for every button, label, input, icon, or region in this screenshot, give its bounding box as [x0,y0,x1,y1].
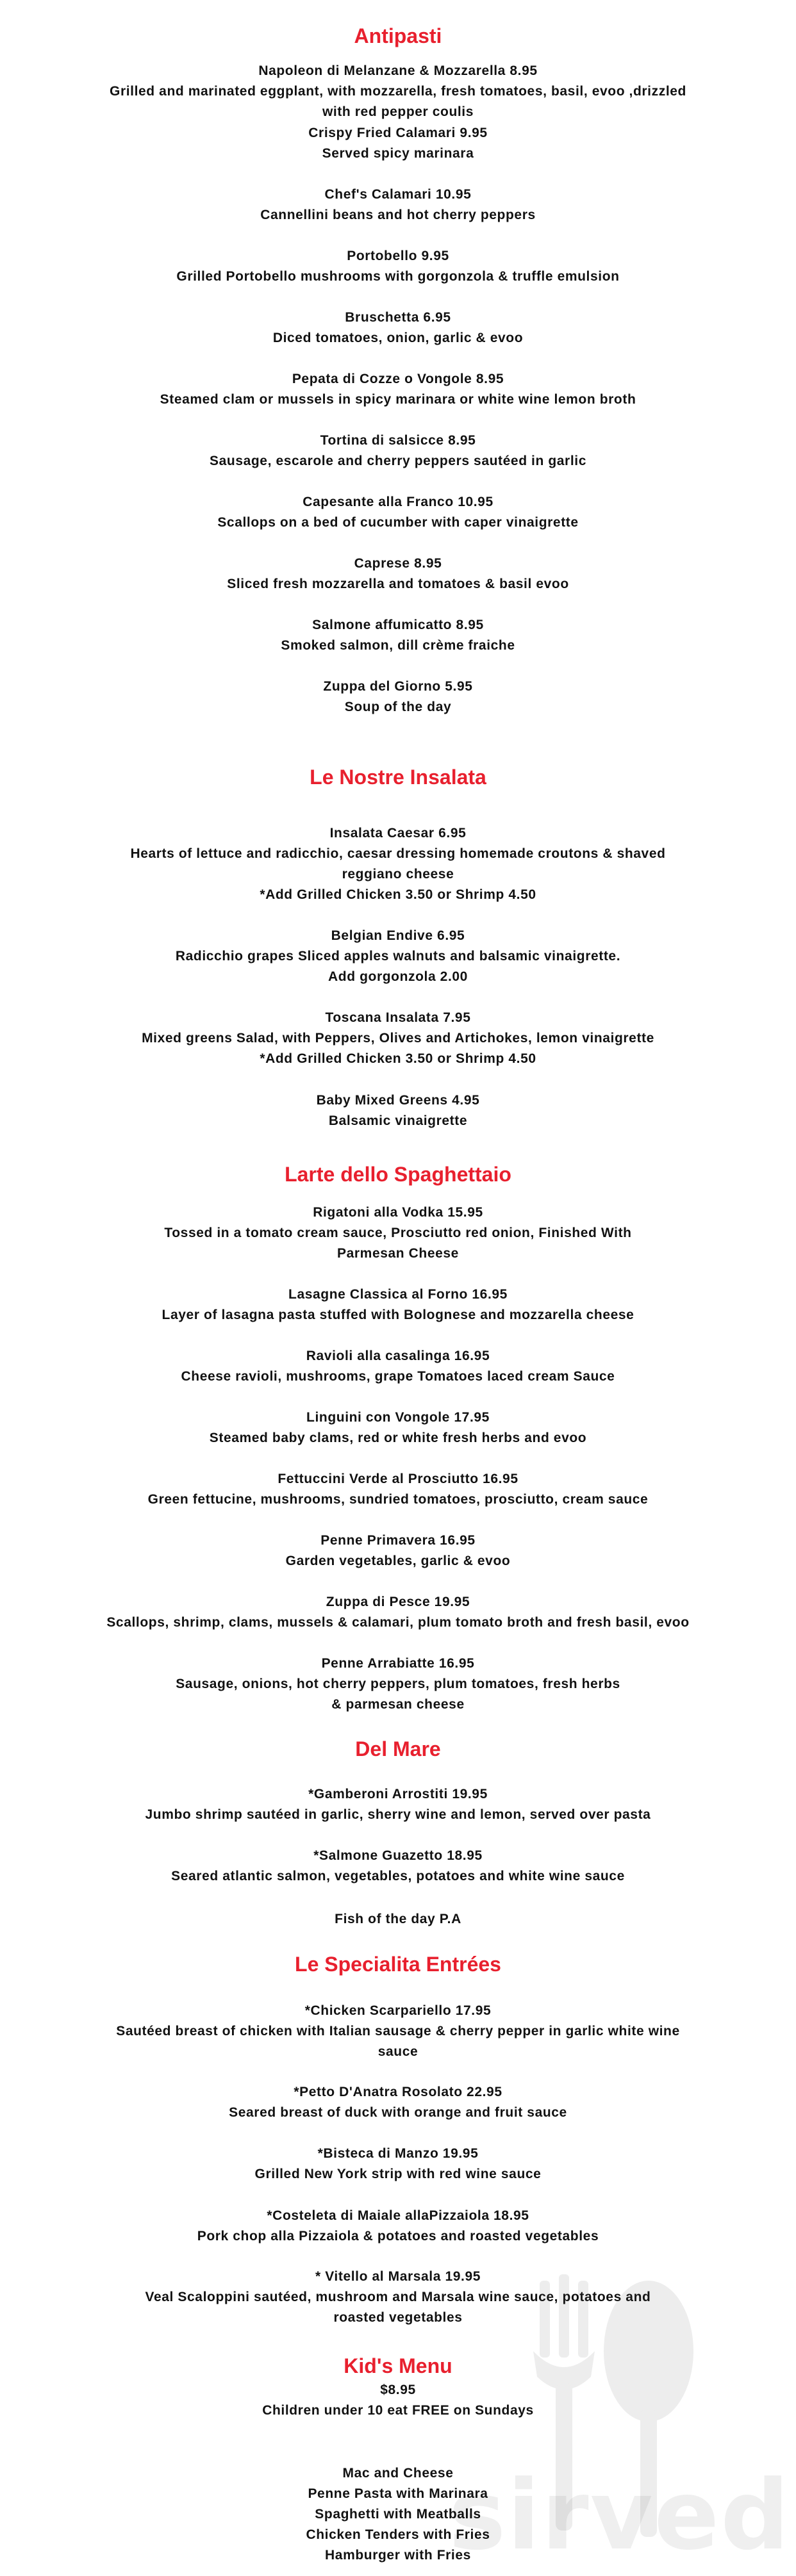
menu-item-name: Mac and Cheese [342,2466,454,2481]
menu-item-description: Add gorgonzola 2.00 [328,969,468,984]
menu-item [77,185,719,226]
menu-item-name: Pepata di Cozze o Vongole 8.95 [292,372,504,386]
menu-item-name: Fettuccini Verde al Prosciutto 16.95 [278,1472,518,1486]
menu-item [77,823,719,905]
menu-item-description: Soup of the day [344,700,452,714]
menu-item-description: Green fettucine, mushrooms, sundried tomatoes, prosciutto, cream sauce [147,1492,649,1507]
menu-item [77,1846,719,1887]
menu-item-name: Belgian Endive 6.95 [331,928,465,943]
menu-item-name: Caprese 8.95 [354,556,442,571]
menu-item-description: Hamburger with Fries [325,2548,471,2563]
menu-item-description: with red pepper coulis [322,104,474,119]
menu-item-name: Toscana Insalata 7.95 [325,1010,471,1025]
menu-item-description: Pork chop alla Pizzaiola & potatoes and roasted vegetables [197,2229,599,2244]
menu-item-description: sauce [377,2044,419,2059]
menu-item-name: Capesante alla Franco 10.95 [303,495,493,509]
menu-item-name: Crispy Fried Calamari 9.95 [308,126,488,140]
section-title: Le Specialita Entrées [295,1953,501,1976]
menu-item-description: Sausage, onions, hot cherry peppers, plum tomatoes, fresh herbs [176,1677,620,1691]
menu-item [77,2144,719,2185]
menu-item-description: Scallops on a bed of cucumber with caper vinaigrette [217,515,579,530]
menu-item [77,1090,719,1131]
menu-item-name: Insalata Caesar 6.95 [329,826,467,841]
menu-item [77,1592,719,1633]
menu-item-description: Penne Pasta with Marinara [308,2486,488,2501]
menu-item [77,1469,719,1510]
menu-item-name: Bruschetta 6.95 [345,310,451,325]
menu-item-name: Zuppa del Giorno 5.95 [323,679,473,694]
menu-item-description: Sausage, escarole and cherry peppers sautéed in garlic [210,454,586,468]
menu-item-description: Sautéed breast of chicken with Italian sausage & cherry pepper in garlic white wine [116,2024,680,2039]
menu-item-description: Chicken Tenders with Fries [306,2527,490,2542]
menu-item [77,677,719,718]
menu-item-name: Portobello 9.95 [347,249,449,263]
menu-item [77,246,719,287]
menu-item-name: Baby Mixed Greens 4.95 [316,1093,480,1108]
menu-item [77,2206,719,2247]
menu-item [77,1909,719,1930]
menu-item [77,2082,719,2123]
menu-item-description: reggiano cheese [342,867,454,882]
menu-item-name: *Petto D'Anatra Rosolato 22.95 [294,2085,502,2099]
menu-item [77,369,719,410]
menu-item [77,926,719,987]
section-title: Antipasti [354,24,442,47]
menu-item-description: Smoked salmon, dill crème fraiche [281,638,515,653]
menu-item-description: *Add Grilled Chicken 3.50 or Shrimp 4.50 [260,1051,536,1066]
menu-item [77,2001,719,2062]
menu-item-name: *Chicken Scarpariello 17.95 [304,2003,492,2018]
section-title: Del Mare [355,1737,441,1760]
menu-item-description: Grilled New York strip with red wine sauce [254,2167,542,2181]
menu-item [77,1008,719,1069]
menu-item [77,615,719,656]
menu-item-name: Napoleon di Melanzane & Mozzarella 8.95 [258,63,538,78]
menu-item-description: Garden vegetables, garlic & evoo [285,1554,511,1568]
menu-item-name: *Gamberoni Arrostiti 19.95 [308,1787,488,1801]
menu-item-description: Tossed in a tomato cream sauce, Prosciutto red onion, Finished With [164,1226,632,1240]
menu-item-description: roasted vegetables [333,2310,463,2325]
menu-item [77,2380,719,2421]
section-title: Le Nostre Insalata [310,766,486,789]
menu-item [77,1202,719,1264]
menu-item-description: Cannellini beans and hot cherry peppers [260,208,536,222]
menu-item-description: Radicchio grapes Sliced apples walnuts and balsamic vinaigrette. [175,949,621,964]
menu-item-description: Veal Scaloppini sautéed, mushroom and Marsala wine sauce, potatoes and [145,2290,651,2304]
menu-item-name: Lasagne Classica al Forno 16.95 [288,1287,508,1302]
menu-item-description: *Add Grilled Chicken 3.50 or Shrimp 4.50 [260,887,536,902]
menu-item [77,2267,719,2328]
section-title: Kid's Menu [344,2354,452,2377]
menu-item-name: *Salmone Guazetto 18.95 [313,1848,483,1863]
menu-item-description: Spaghetti with Meatballs [315,2507,481,2522]
menu-item [77,492,719,533]
menu-item-description: Parmesan Cheese [337,1246,459,1261]
menu-item [77,123,719,164]
menu-item-name: Linguini con Vongole 17.95 [306,1410,490,1425]
menu-item-description: Mixed greens Salad, with Peppers, Olives and Artichokes, lemon vinaigrette [142,1031,654,1046]
menu-item-description: Hearts of lettuce and radicchio, caesar dressing homemade croutons & shaved [130,846,666,861]
menu-item-name: *Costeleta di Maiale allaPizzaiola 18.95 [267,2208,529,2223]
menu-item-name: Penne Arrabiatte 16.95 [321,1656,475,1671]
section-title: Larte dello Spaghettaio [285,1163,511,1186]
menu-item-name: Tortina di salsicce 8.95 [320,433,476,448]
menu-item-description: Diced tomatoes, onion, garlic & evoo [272,331,524,345]
menu-item-description: Grilled Portobello mushrooms with gorgonzola & truffle emulsion [176,269,620,284]
menu-item-description: Cheese ravioli, mushrooms, grape Tomatoes laced cream Sauce [181,1369,615,1384]
menu-item-description: Layer of lasagna pasta stuffed with Bolognese and mozzarella cheese [162,1308,634,1322]
menu-item [77,1653,719,1715]
menu-item [77,61,719,122]
menu-item-name: Ravioli alla casalinga 16.95 [306,1349,490,1363]
menu-item-description: Children under 10 eat FREE on Sundays [262,2403,534,2418]
menu-item-name: Salmone affumicatto 8.95 [312,618,484,632]
menu-item-name: *Bisteca di Manzo 19.95 [317,2146,479,2161]
menu-item-name: Rigatoni alla Vodka 15.95 [313,1205,483,1220]
menu-item-description: Steamed baby clams, red or white fresh herbs and evoo [209,1431,587,1445]
menu-item-description: & parmesan cheese [331,1697,465,1712]
menu-item [77,1530,719,1571]
menu-item-name: $8.95 [380,2383,416,2397]
menu-item-name: Penne Primavera 16.95 [320,1533,476,1548]
menu-item-name: Zuppa di Pesce 19.95 [326,1595,470,1609]
menu-item [77,1284,719,1325]
menu-item-description: Balsamic vinaigrette [328,1113,468,1128]
menu-item-description: Sliced fresh mozzarella and tomatoes & basil evoo [227,577,569,591]
menu-item [77,308,719,349]
menu-item-name: * Vitello al Marsala 19.95 [315,2269,481,2284]
menu-item [77,431,719,472]
menu-item-description: Seared atlantic salmon, vegetables, potatoes and white wine sauce [171,1869,625,1883]
sirved-watermark-text: sirved [449,2460,791,2572]
menu-item [77,1407,719,1448]
menu-item-description: Served spicy marinara [322,146,474,161]
menu-item [77,1784,719,1825]
menu-item [77,1346,719,1387]
menu-item-description: Grilled and marinated eggplant, with mozzarella, fresh tomatoes, basil, evoo ,drizzled [110,84,686,99]
menu-item-description: Jumbo shrimp sautéed in garlic, sherry wine and lemon, served over pasta [145,1807,651,1822]
menu-item-description: Steamed clam or mussels in spicy marinara or white wine lemon broth [160,392,636,407]
menu-item-description: Scallops, shrimp, clams, mussels & calamari, plum tomato broth and fresh basil, evoo [106,1615,690,1630]
menu-item [77,554,719,595]
menu-item-name: Fish of the day P.A [335,1912,461,1926]
menu-item-name: Chef's Calamari 10.95 [324,187,472,202]
menu-item-description: Seared breast of duck with orange and fruit sauce [229,2105,567,2120]
